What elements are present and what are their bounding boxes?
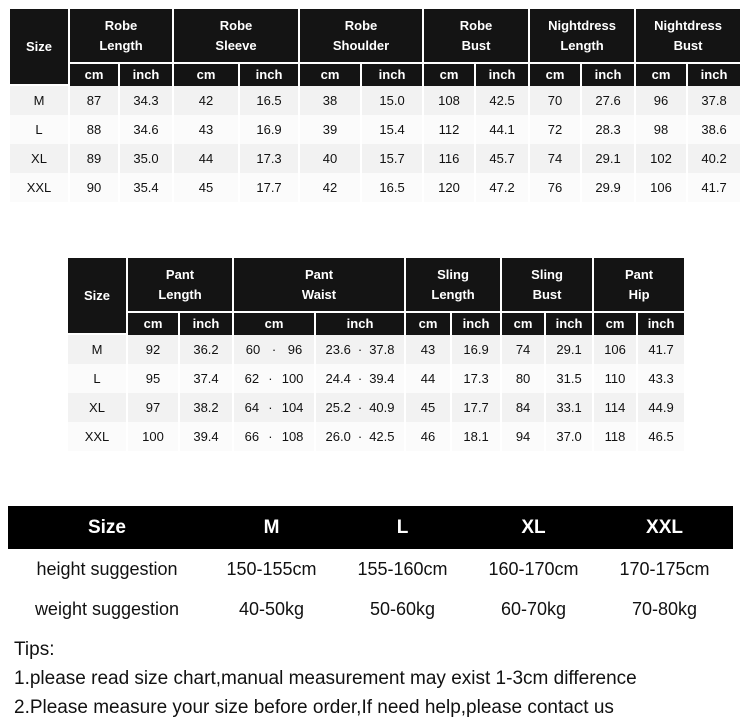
tips-section [14,635,637,722]
unit-cm: cm [406,313,450,335]
value-cell: 44.9 [638,393,684,422]
value-cell: 38 [300,86,360,115]
value-cell: 34.3 [120,86,172,115]
unit-inch: inch [316,313,404,335]
value-cell: 160-170cm [488,558,579,579]
robe-sleeve-header: Robe Sleeve [174,9,298,64]
unit-cm: cm [424,64,474,86]
value-cell: 29.9 [582,173,634,202]
value-cell: 90 [70,173,118,202]
unit-cm: cm [594,313,636,335]
pant-length-header: Pant Length [128,258,232,313]
size-cell: XXL [10,173,68,202]
value-cell: 92 [128,335,178,364]
value-cell: 16.5 [240,86,298,115]
value-cell: 80 [502,364,544,393]
value-cell: 43 [174,115,238,144]
value-cell: 106 [636,173,686,202]
table-row [68,335,684,364]
unit-cm: cm [128,313,178,335]
value-cell: 40 [300,144,360,173]
value-cell: 76 [530,173,580,202]
value-cell: 43.3 [638,364,684,393]
size-cell: M [10,86,68,115]
value-cell: 87 [70,86,118,115]
unit-cm: cm [300,64,360,86]
value-cell: 96 [636,86,686,115]
value-cell: 74 [502,335,544,364]
value-cell: 37.0 [546,422,592,451]
sling-bust-header: Sling Bust [502,258,592,313]
value-cell: 114 [594,393,636,422]
value-cell: 16.9 [452,335,500,364]
size-cell: XXL [68,422,126,451]
value-cell: 155-160cm [357,558,448,579]
table-row [10,86,740,115]
value-cell: 17.3 [452,364,500,393]
value-cell: 36.2 [180,335,232,364]
robe-unit-row [10,64,740,86]
value-cell: 46 [406,422,450,451]
table-row [68,393,684,422]
value-cell: 42 [174,86,238,115]
value-cell: 47.2 [476,173,528,202]
unit-cm: cm [234,313,314,335]
value-cell: 15.0 [362,86,422,115]
size-header: Size [87,516,127,538]
value-cell: 17.7 [240,173,298,202]
value-cell: 31.5 [546,364,592,393]
value-cell: 39 [300,115,360,144]
value-cell: 35.4 [120,173,172,202]
value-cell: 44 [174,144,238,173]
size-suggestion-table [8,506,733,629]
pant-hip-header: Pant Hip [594,258,684,313]
table-row [68,422,684,451]
value-cell: 16.5 [362,173,422,202]
unit-cm: cm [174,64,238,86]
size-cell: M [68,335,126,364]
unit-inch: inch [452,313,500,335]
value-cell: 89 [70,144,118,173]
value-cell: 37.8 [688,86,740,115]
value-cell: 95 [128,364,178,393]
value-cell: 72 [530,115,580,144]
value-cell: 40.2 [688,144,740,173]
unit-cm: cm [502,313,544,335]
value-cell: 74 [530,144,580,173]
value-cell: 41.7 [638,335,684,364]
size-cell: L [68,364,126,393]
value-cell: 102 [636,144,686,173]
size-l-header: L [396,516,409,538]
value-cell: 34.6 [120,115,172,144]
value-cell: 39.4 [180,422,232,451]
value-cell: 38.2 [180,393,232,422]
value-cell: 27.6 [582,86,634,115]
robe-length-header: Robe Length [70,9,172,64]
value-cell: 100 [128,422,178,451]
unit-inch: inch [120,64,172,86]
value-cell: 40-50kg [238,598,305,619]
range-cell: 64 · 104 [234,393,314,422]
size-xl-header: XL [521,516,546,538]
value-cell: 45.7 [476,144,528,173]
value-cell: 38.6 [688,115,740,144]
table-row [68,364,684,393]
value-cell: 15.4 [362,115,422,144]
range-cell: 62 · 100 [234,364,314,393]
table-row [10,173,740,202]
robe-header-row [10,9,740,64]
range-cell: 23.6 · 37.8 [316,335,404,364]
value-cell: 42.5 [476,86,528,115]
pant-size-table [66,258,686,451]
value-cell: 112 [424,115,474,144]
value-cell: 18.1 [452,422,500,451]
robe-size-table [8,9,742,202]
value-cell: 44.1 [476,115,528,144]
value-cell: 106 [594,335,636,364]
range-cell: 26.0 · 42.5 [316,422,404,451]
suggestion-header-row [8,506,733,549]
table-row [10,144,740,173]
value-cell: 84 [502,393,544,422]
tips-title: Tips: [14,639,55,660]
value-cell: 170-175cm [619,558,710,579]
value-cell: 35.0 [120,144,172,173]
value-cell: 33.1 [546,393,592,422]
unit-cm: cm [530,64,580,86]
value-cell: 50-60kg [369,598,436,619]
unit-cm: cm [636,64,686,86]
size-xxl-header: XXL [646,516,683,538]
row-label: height suggestion [36,558,178,579]
nightdress-length-header: Nightdress Length [530,9,634,64]
value-cell: 15.7 [362,144,422,173]
value-cell: 42 [300,173,360,202]
value-cell: 116 [424,144,474,173]
pant-unit-row [68,313,684,335]
value-cell: 44 [406,364,450,393]
unit-inch: inch [240,64,298,86]
value-cell: 29.1 [582,144,634,173]
value-cell: 41.7 [688,173,740,202]
value-cell: 45 [174,173,238,202]
unit-inch: inch [476,64,528,86]
value-cell: 98 [636,115,686,144]
range-cell: 60 · 96 [234,335,314,364]
value-cell: 16.9 [240,115,298,144]
size-m-header: M [263,516,280,538]
value-cell: 17.7 [452,393,500,422]
row-label: weight suggestion [34,598,180,619]
size-header: Size [10,9,68,86]
value-cell: 118 [594,422,636,451]
size-cell: XL [10,144,68,173]
weight-suggestion-row [8,589,733,629]
value-cell: 88 [70,115,118,144]
unit-inch: inch [582,64,634,86]
value-cell: 45 [406,393,450,422]
value-cell: 97 [128,393,178,422]
size-header: Size [68,258,126,335]
value-cell: 70-80kg [631,598,698,619]
size-cell: L [10,115,68,144]
value-cell: 17.3 [240,144,298,173]
robe-shoulder-header: Robe Shoulder [300,9,422,64]
value-cell: 46.5 [638,422,684,451]
pant-header-row [68,258,684,313]
pant-waist-header: Pant Waist [234,258,404,313]
tip-line: 2.Please measure your size before order,If need help,please contact us [14,697,614,718]
unit-inch: inch [688,64,740,86]
value-cell: 94 [502,422,544,451]
value-cell: 28.3 [582,115,634,144]
value-cell: 108 [424,86,474,115]
value-cell: 60-70kg [500,598,567,619]
robe-bust-header: Robe Bust [424,9,528,64]
unit-inch: inch [362,64,422,86]
unit-inch: inch [546,313,592,335]
size-cell: XL [68,393,126,422]
unit-inch: inch [180,313,232,335]
value-cell: 110 [594,364,636,393]
range-cell: 24.4 · 39.4 [316,364,404,393]
value-cell: 150-155cm [226,558,317,579]
value-cell: 29.1 [546,335,592,364]
value-cell: 120 [424,173,474,202]
table-row [10,115,740,144]
tip-line: 1.please read size chart,manual measurement may exist 1-3cm difference [14,668,637,689]
value-cell: 37.4 [180,364,232,393]
height-suggestion-row [8,549,733,589]
range-cell: 66 · 108 [234,422,314,451]
sling-length-header: Sling Length [406,258,500,313]
range-cell: 25.2 · 40.9 [316,393,404,422]
unit-cm: cm [70,64,118,86]
unit-inch: inch [638,313,684,335]
value-cell: 43 [406,335,450,364]
value-cell: 70 [530,86,580,115]
nightdress-bust-header: Nightdress Bust [636,9,740,64]
